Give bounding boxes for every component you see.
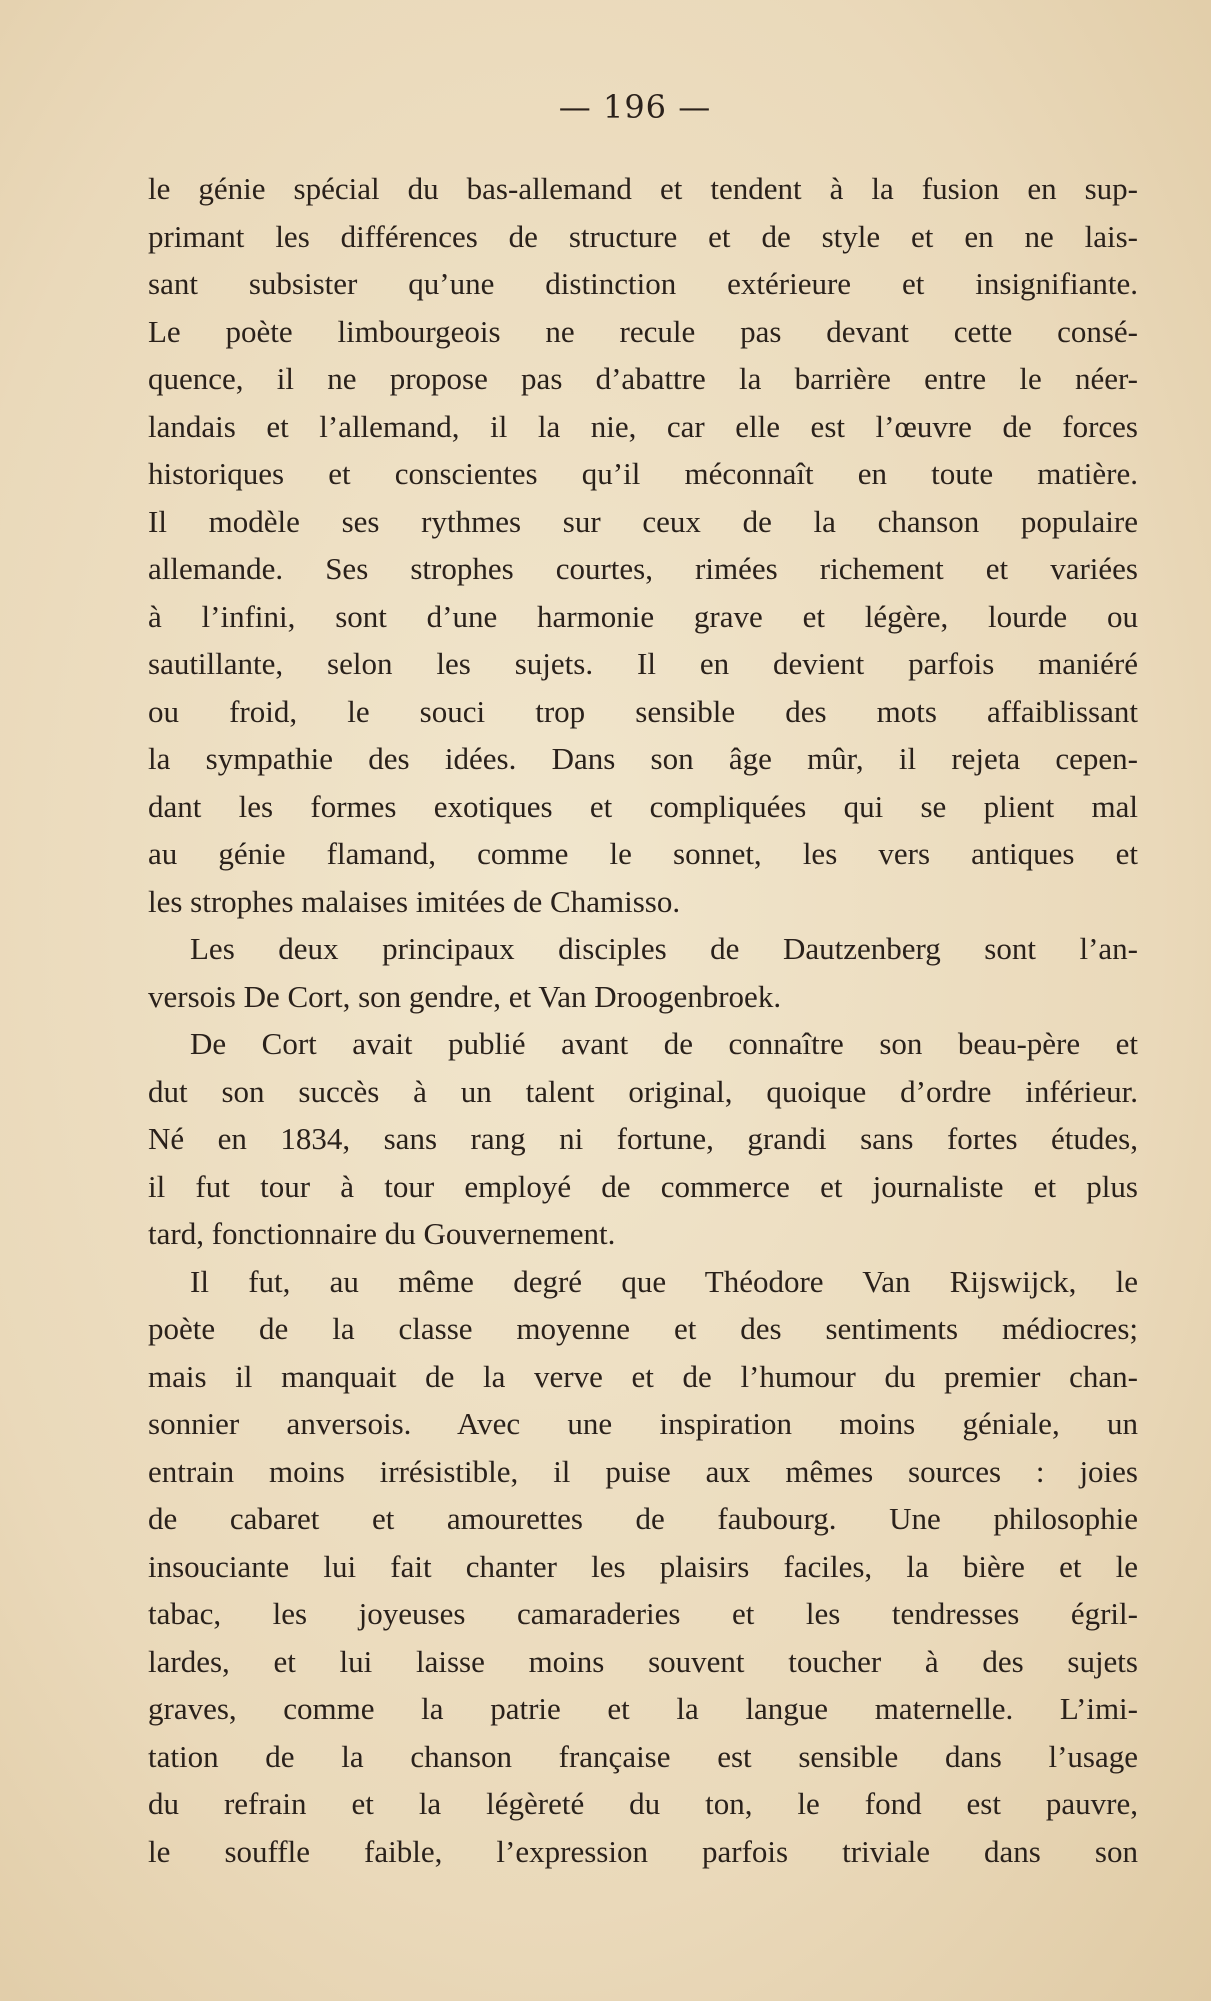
- text-line: graves, comme la patrie et la langue maternelle. L’imi-: [148, 1691, 1138, 1726]
- text-line: au génie flamand, comme le sonnet, les vers antiques et: [148, 836, 1138, 871]
- text-line: mais il manquait de la verve et de l’humour du premier chan-: [148, 1358, 1138, 1394]
- text-line: Les deux principaux disciples de Dautzenberg sont l’an-: [190, 931, 1138, 966]
- text-line: les strophes malaises imitées de Chamisso.: [148, 883, 681, 919]
- text-line: allemande. Ses strophes courtes, rimées richement et variées: [148, 551, 1138, 586]
- text-line: la sympathie des idées. Dans son âge mûr, il rejeta cepen-: [148, 741, 1138, 776]
- text-line: tard, fonctionnaire du Gouvernement.: [148, 1216, 616, 1251]
- text-line: sautillante, selon les sujets. Il en devient parfois maniéré: [148, 646, 1138, 681]
- text-line: poète de la classe moyenne et des sentiments médiocres;: [148, 1311, 1138, 1346]
- text-line: entrain moins irrésistible, il puise aux mêmes sources : joies: [148, 1453, 1138, 1489]
- text-line: quence, il ne propose pas d’abattre la barrière entre le néer-: [148, 361, 1138, 396]
- text-line: sant subsister qu’une distinction extérieure et insignifiante.: [148, 266, 1138, 301]
- body-text: [148, 165, 1138, 1875]
- text-line: primant les différences de structure et de style et en ne lais-: [148, 218, 1138, 254]
- text-line: dant les formes exotiques et compliquées qui se plient mal: [148, 788, 1138, 824]
- text-line: landais et l’allemand, il la nie, car elle est l’œuvre de forces: [148, 408, 1138, 444]
- text-line: historiques et conscientes qu’il méconnaît en toute matière.: [148, 456, 1138, 491]
- text-line: à l’infini, sont d’une harmonie grave et légère, lourde ou: [148, 598, 1138, 634]
- text-line: versois De Cort, son gendre, et Van Droogenbroek.: [148, 978, 782, 1014]
- text-line: Né en 1834, sans rang ni fortune, grandi sans fortes études,: [148, 1121, 1138, 1156]
- text-line: Il modèle ses rythmes sur ceux de la chanson populaire: [148, 503, 1138, 539]
- text-line: il fut tour à tour employé de commerce et journaliste et plus: [148, 1168, 1138, 1204]
- text-line: De Cort avait publié avant de connaître son beau-père et: [190, 1026, 1138, 1061]
- page-number: — 196 —: [558, 88, 712, 126]
- text-line: sonnier anversois. Avec une inspiration moins géniale, un: [148, 1406, 1138, 1441]
- text-line: tation de la chanson française est sensible dans l’usage: [148, 1738, 1138, 1774]
- text-line: du refrain et la légèreté du ton, le fond est pauvre,: [148, 1786, 1138, 1821]
- text-line: Il fut, au même degré que Théodore Van Rijswijck, le: [190, 1263, 1138, 1299]
- text-line: lardes, et lui laisse moins souvent toucher à des sujets: [148, 1643, 1138, 1679]
- text-line: le souffle faible, l’expression parfois triviale dans son: [148, 1833, 1138, 1869]
- text-line: le génie spécial du bas-allemand et tendent à la fusion en sup-: [148, 171, 1138, 206]
- text-line: insouciante lui fait chanter les plaisirs faciles, la bière et le: [148, 1548, 1138, 1584]
- text-line: dut son succès à un talent original, quoique d’ordre inférieur.: [148, 1073, 1138, 1109]
- text-line: tabac, les joyeuses camaraderies et les tendresses égril-: [148, 1596, 1138, 1631]
- text-line: ou froid, le souci trop sensible des mots affaiblissant: [148, 693, 1138, 729]
- text-line: Le poète limbourgeois ne recule pas devant cette consé-: [148, 313, 1138, 349]
- text-line: de cabaret et amourettes de faubourg. Une philosophie: [148, 1501, 1138, 1536]
